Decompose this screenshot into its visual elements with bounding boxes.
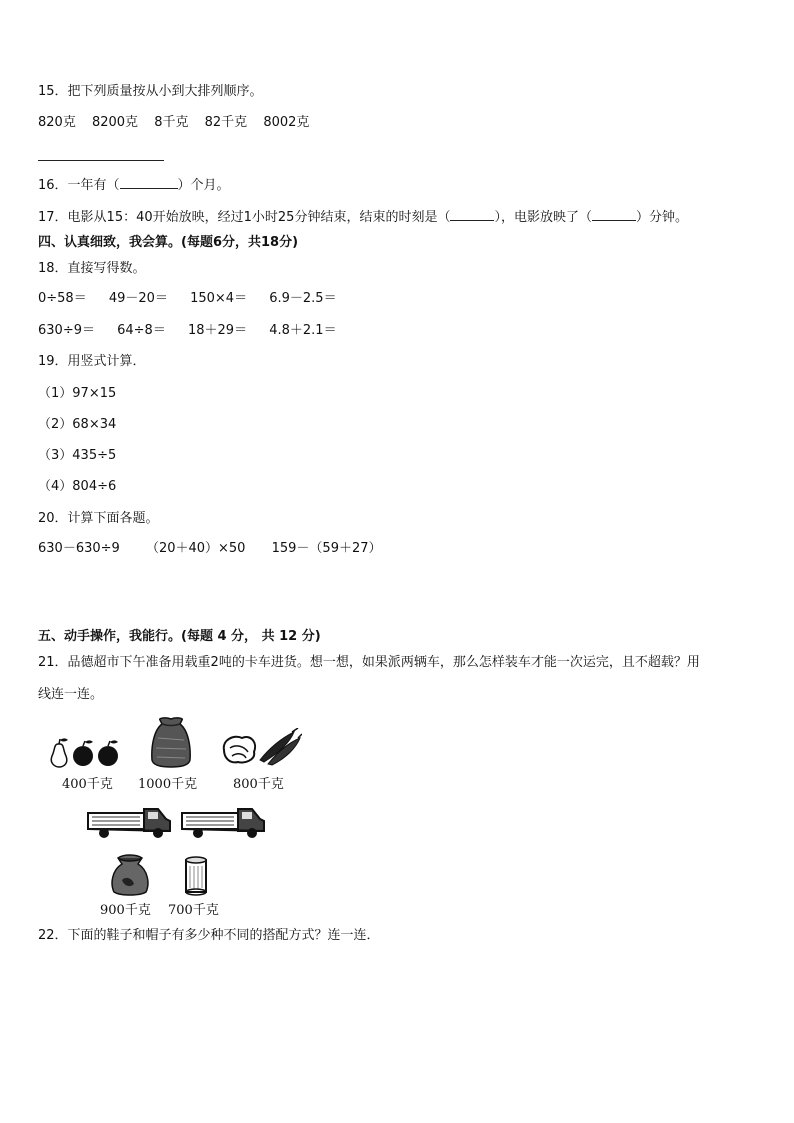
weight-label-fruit: 400千克	[62, 777, 113, 792]
q17-blank-end-time[interactable]	[450, 208, 494, 221]
section5-heading: 五、动手操作，我能行。(每题 4 分， 共 12 分)	[38, 629, 321, 644]
q20-items	[38, 540, 382, 558]
q19-item: （2）68×34	[38, 417, 117, 432]
q20-item: 630－630÷9	[38, 541, 120, 556]
q20-item: （20＋40）×50	[145, 541, 246, 556]
q18-row2	[38, 322, 337, 340]
q19-item: （3）435÷5	[38, 448, 117, 463]
q16-blank[interactable]	[120, 176, 178, 189]
q15-item: 820克	[38, 115, 76, 130]
q19-item: （1）97×15	[38, 386, 117, 401]
section4-heading: 四、认真细致，我会算。(每题6分，共18分)	[38, 235, 299, 250]
q21-line2: 线连一连。	[38, 687, 104, 702]
q18-item: 0÷58＝	[38, 291, 87, 306]
q18-row1	[38, 290, 337, 308]
sack-icon	[148, 716, 194, 768]
weight-label-bag: 900千克	[100, 903, 151, 918]
q20-title: 20．计算下面各题。	[38, 511, 159, 526]
q17-blank-duration[interactable]	[592, 208, 636, 221]
q22-title: 22．下面的鞋子和帽子有多少种不同的搭配方式？连一连．	[38, 928, 380, 943]
q15-item: 8002克	[263, 115, 310, 130]
q15-item: 82千克	[204, 115, 248, 130]
q18-item: 6.9－2.5＝	[269, 291, 337, 306]
fruit-icon	[48, 734, 122, 768]
q18-item: 18＋29＝	[187, 323, 248, 338]
q18-item: 49－20＝	[108, 291, 168, 306]
q21-line1: 21．品德超市下午准备用载重2吨的卡车进货。想一想，如果派两辆车，那么怎样装车才能一次运完，且不超载？用	[38, 655, 700, 670]
q19-item: （4）804÷6	[38, 479, 117, 494]
q15-title: 15．把下列质量按从小到大排列顺序。	[38, 84, 263, 99]
weight-label-sack: 1000千克	[138, 777, 198, 792]
barrel-icon	[183, 856, 209, 896]
q19-title: 19．用竖式计算．	[38, 354, 146, 369]
q18-title: 18．直接写得数。	[38, 261, 146, 276]
truck-icon	[86, 803, 174, 841]
q16: 16．一年有（ ）个月。	[38, 178, 230, 193]
q18-item: 64÷8＝	[117, 323, 166, 338]
weight-label-barrel: 700千克	[168, 903, 219, 918]
vegetables-icon	[220, 728, 302, 766]
q17: 17．电影从15：40开始放映，经过1小时25分钟结束，结束的时刻是（ ），电影放映了（ ）分钟。	[38, 210, 688, 225]
weight-label-vegetables: 800千克	[233, 777, 284, 792]
q20-item: 159－（59＋27）	[271, 541, 382, 556]
q18-item: 4.8＋2.1＝	[269, 323, 337, 338]
q15-answer-line[interactable]	[38, 160, 164, 161]
truck-icon	[180, 803, 268, 841]
q18-item: 630÷9＝	[38, 323, 95, 338]
q15-items	[38, 114, 309, 132]
q18-item: 150×4＝	[190, 291, 248, 306]
q15-item: 8200克	[91, 115, 139, 130]
bag-icon	[108, 854, 152, 896]
q15-item: 8千克	[154, 115, 189, 130]
